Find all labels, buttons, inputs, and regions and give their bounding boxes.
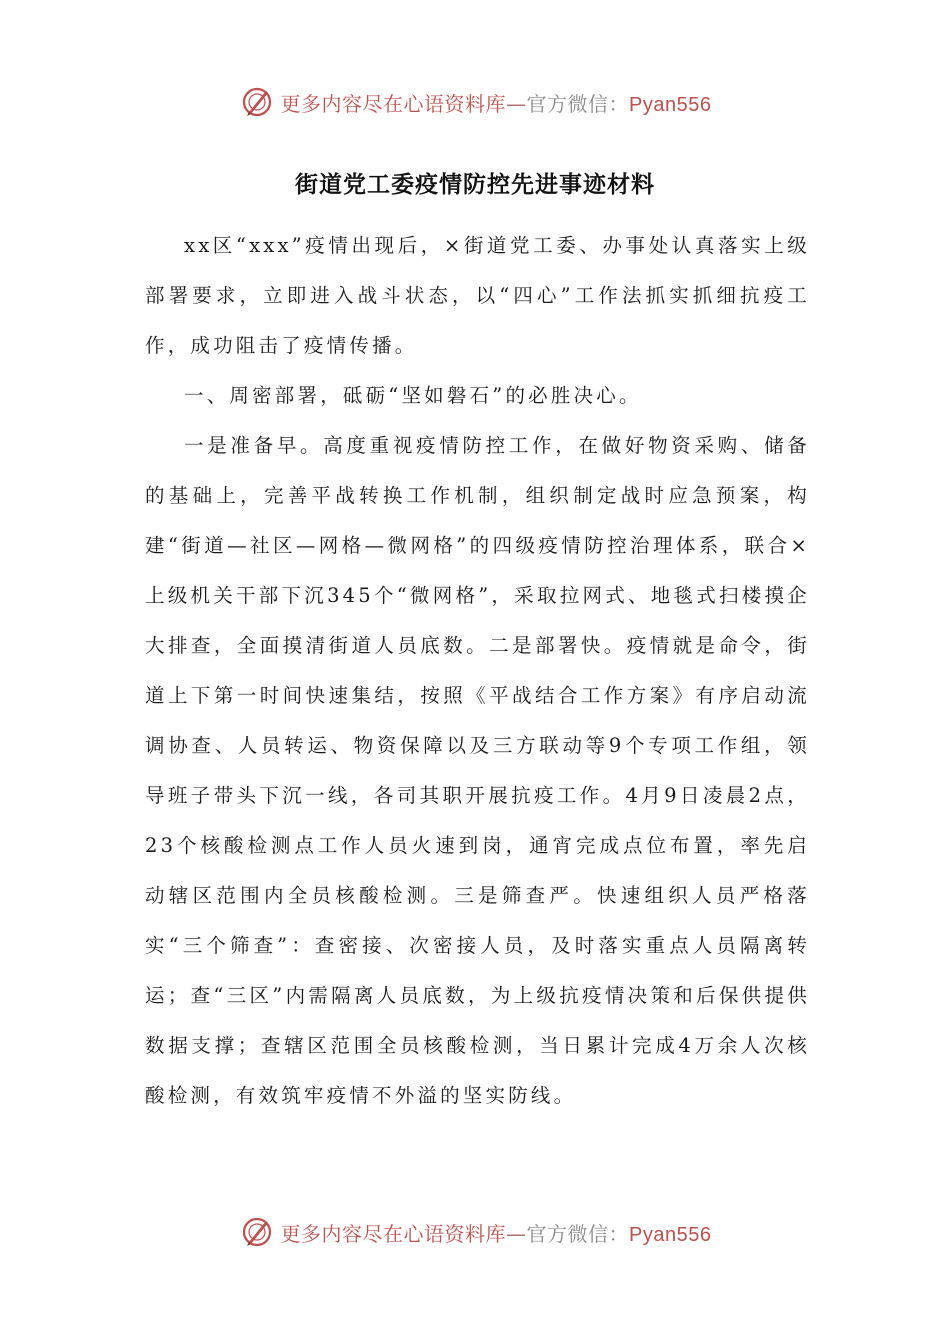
banner-wechat-id: Pyan556 [629, 1223, 712, 1246]
document-body [145, 221, 810, 1121]
footer-banner [0, 1212, 950, 1252]
pen-circle-logo-icon [239, 84, 275, 120]
banner-wechat-id: Pyan556 [629, 93, 712, 116]
banner-text [281, 1218, 712, 1247]
header-banner [0, 82, 950, 122]
banner-wechat-label: 官方微信： [526, 91, 630, 116]
document-title: 街道党工委疫情防控先进事迹材料 [295, 172, 655, 198]
banner-separator: — [506, 1221, 527, 1246]
paragraph-section-heading: 一、周密部署，砥砺“坚如磐石”的必胜决心。 [184, 384, 642, 407]
banner-wechat-label: 官方微信： [526, 1221, 630, 1246]
banner-slogan: 更多内容尽在心语资料库 [280, 91, 507, 116]
paragraph-body: 一是准备早。高度重视疫情防控工作，在做好物资采购、储备的基础上，完善平战转换工作机制，组织制定战时应急预案，构建“街道—社区—网格—微网格”的四级疫情防控治理体系，联合×上级机关干部下沉345个“微网格”，采取拉网式、地毯式扫楼摸企大排查，全面摸清街道人员底数。二是部署快。疫情就是命令，街道上下第一时间快速集结，按照《平战结合工作方案》有序启动流调协查、人员转运、物资保障以及三方联动等9个专项工作组，领导班子带头下沉一线，各司其职开展抗疫工作。4月9日凌晨2点，23个核酸检测点工作人员火速到岗，通宵完成点位布置，率先启动辖区范围内全员核酸检测。三是筛查严。快速组织人员严格落实“三个筛查”：查密接、次密接人员，及时落实重点人员隔离转运；查“三区”内需隔离人员底数，为上级抗疫情决策和后保供提供数据支撑；查辖区范围全员核酸检测，当日累计完成4万余人次核酸检测，有效筑牢疫情不外溢的坚实防线。 [145, 434, 810, 1107]
paragraph-intro: xx区“xxx”疫情出现后，×街道党工委、办事处认真落实上级部署要求，立即进入战斗状态，以“四心”工作法抓实抓细抗疫工作，成功阻击了疫情传播。 [145, 234, 810, 357]
banner-slogan: 更多内容尽在心语资料库 [280, 1221, 507, 1246]
pen-circle-logo-icon [239, 1214, 275, 1250]
banner-text [281, 88, 712, 117]
banner-separator: — [506, 91, 527, 116]
